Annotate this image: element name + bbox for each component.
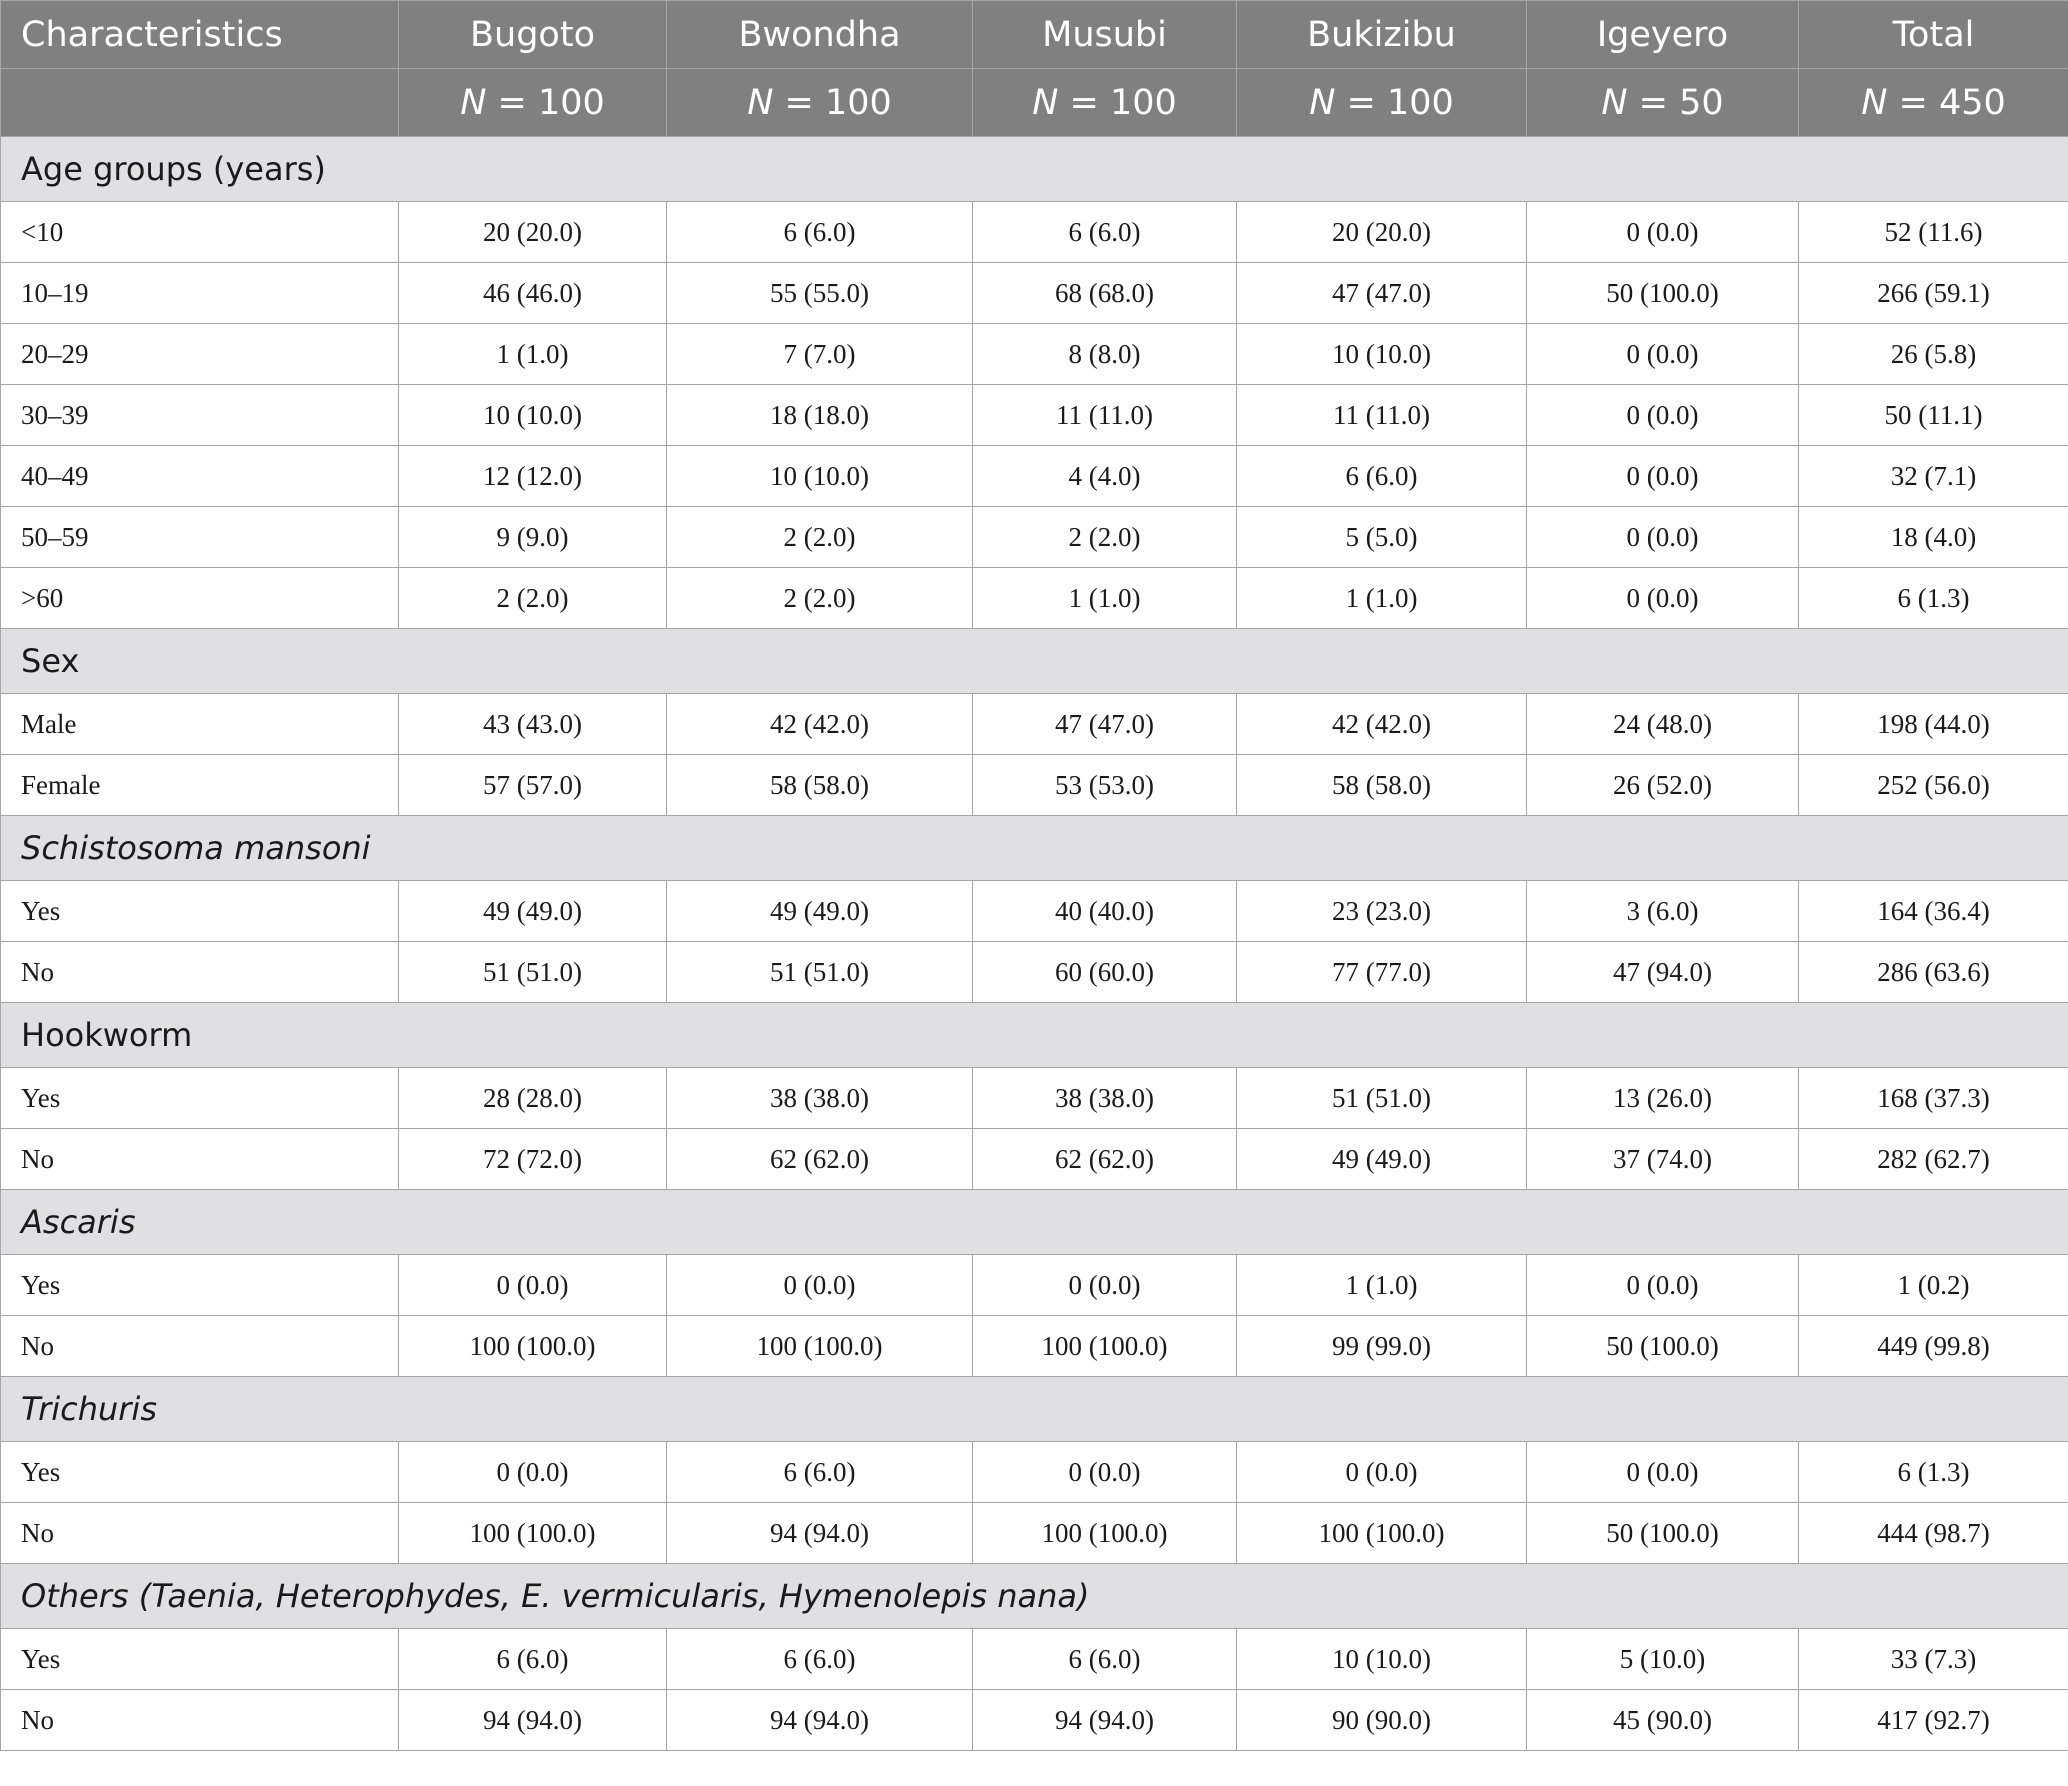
row-label: No — [1, 1690, 399, 1751]
table-row — [1, 1255, 2068, 1316]
section-title: Ascaris — [1, 1190, 2068, 1255]
table-cell: 20 (20.0) — [1237, 202, 1527, 263]
sample-size-musubi: N = 100 — [973, 69, 1237, 137]
section-title: Sex — [1, 629, 2068, 694]
table-cell: 0 (0.0) — [1527, 507, 1799, 568]
table-row — [1, 263, 2068, 324]
table-cell: 94 (94.0) — [973, 1690, 1237, 1751]
table-cell: 4 (4.0) — [973, 446, 1237, 507]
table-cell: 94 (94.0) — [399, 1690, 667, 1751]
table-cell: 252 (56.0) — [1799, 755, 2068, 816]
table-body — [1, 137, 2068, 1751]
table-cell: 60 (60.0) — [973, 942, 1237, 1003]
table-cell: 0 (0.0) — [399, 1255, 667, 1316]
table-cell: 51 (51.0) — [667, 942, 973, 1003]
table-cell: 6 (1.3) — [1799, 568, 2068, 629]
section-header-row — [1, 629, 2068, 694]
table-cell: 51 (51.0) — [399, 942, 667, 1003]
table-row — [1, 881, 2068, 942]
table-cell: 77 (77.0) — [1237, 942, 1527, 1003]
table-cell: 0 (0.0) — [667, 1255, 973, 1316]
table-row — [1, 568, 2068, 629]
table-cell: 32 (7.1) — [1799, 446, 2068, 507]
table-row — [1, 755, 2068, 816]
table-row — [1, 1690, 2068, 1751]
table-cell: 10 (10.0) — [1237, 1629, 1527, 1690]
sample-size-bwondha: N = 100 — [667, 69, 973, 137]
column-header-musubi: Musubi — [973, 1, 1237, 69]
table-cell: 100 (100.0) — [973, 1503, 1237, 1564]
table-cell: 100 (100.0) — [667, 1316, 973, 1377]
table-cell: 40 (40.0) — [973, 881, 1237, 942]
table-cell: 100 (100.0) — [399, 1503, 667, 1564]
table-cell: 0 (0.0) — [1237, 1442, 1527, 1503]
table-cell: 6 (6.0) — [1237, 446, 1527, 507]
table-cell: 33 (7.3) — [1799, 1629, 2068, 1690]
table-cell: 6 (6.0) — [399, 1629, 667, 1690]
section-header-row — [1, 1190, 2068, 1255]
column-header-total: Total — [1799, 1, 2068, 69]
table-row — [1, 446, 2068, 507]
table-cell: 37 (74.0) — [1527, 1129, 1799, 1190]
table-cell: 0 (0.0) — [1527, 324, 1799, 385]
table-cell: 90 (90.0) — [1237, 1690, 1527, 1751]
row-label: 10–19 — [1, 263, 399, 324]
row-label: Yes — [1, 1442, 399, 1503]
table-cell: 444 (98.7) — [1799, 1503, 2068, 1564]
sample-size-bukizibu: N = 100 — [1237, 69, 1527, 137]
table-header — [1, 1, 2068, 137]
table-cell: 1 (1.0) — [1237, 568, 1527, 629]
table-cell: 50 (100.0) — [1527, 1503, 1799, 1564]
table-cell: 13 (26.0) — [1527, 1068, 1799, 1129]
row-label: <10 — [1, 202, 399, 263]
table-cell: 100 (100.0) — [399, 1316, 667, 1377]
table-cell: 198 (44.0) — [1799, 694, 2068, 755]
section-title: Age groups (years) — [1, 137, 2068, 202]
table-cell: 51 (51.0) — [1237, 1068, 1527, 1129]
table-cell: 5 (5.0) — [1237, 507, 1527, 568]
table-row — [1, 202, 2068, 263]
row-label: Female — [1, 755, 399, 816]
table-cell: 38 (38.0) — [667, 1068, 973, 1129]
column-header-bukizibu: Bukizibu — [1237, 1, 1527, 69]
table-cell: 0 (0.0) — [973, 1255, 1237, 1316]
sample-size-total: N = 450 — [1799, 69, 2068, 137]
column-header-bwondha: Bwondha — [667, 1, 973, 69]
table-cell: 18 (4.0) — [1799, 507, 2068, 568]
table-cell: 6 (6.0) — [667, 1442, 973, 1503]
table-cell: 0 (0.0) — [399, 1442, 667, 1503]
row-label: No — [1, 1129, 399, 1190]
table-cell: 266 (59.1) — [1799, 263, 2068, 324]
table-row — [1, 324, 2068, 385]
table-cell: 38 (38.0) — [973, 1068, 1237, 1129]
table-cell: 0 (0.0) — [1527, 568, 1799, 629]
table-cell: 50 (11.1) — [1799, 385, 2068, 446]
table-cell: 58 (58.0) — [1237, 755, 1527, 816]
table-cell: 49 (49.0) — [399, 881, 667, 942]
table-cell: 11 (11.0) — [1237, 385, 1527, 446]
table-cell: 55 (55.0) — [667, 263, 973, 324]
row-label: >60 — [1, 568, 399, 629]
table-cell: 23 (23.0) — [1237, 881, 1527, 942]
table-row — [1, 1129, 2068, 1190]
table-cell: 282 (62.7) — [1799, 1129, 2068, 1190]
section-header-row — [1, 1003, 2068, 1068]
sample-size-row — [1, 69, 2068, 137]
table-cell: 42 (42.0) — [667, 694, 973, 755]
column-header-bugoto: Bugoto — [399, 1, 667, 69]
table-cell: 18 (18.0) — [667, 385, 973, 446]
table-row — [1, 694, 2068, 755]
table-cell: 11 (11.0) — [973, 385, 1237, 446]
table-cell: 0 (0.0) — [973, 1442, 1237, 1503]
table-cell: 10 (10.0) — [1237, 324, 1527, 385]
section-header-row — [1, 1564, 2068, 1629]
table-row — [1, 1629, 2068, 1690]
table-cell: 26 (52.0) — [1527, 755, 1799, 816]
table-cell: 1 (1.0) — [399, 324, 667, 385]
table-cell: 164 (36.4) — [1799, 881, 2068, 942]
table-row — [1, 507, 2068, 568]
table-cell: 52 (11.6) — [1799, 202, 2068, 263]
table-cell: 6 (6.0) — [973, 202, 1237, 263]
section-title: Hookworm — [1, 1003, 2068, 1068]
table-cell: 46 (46.0) — [399, 263, 667, 324]
table-row — [1, 1442, 2068, 1503]
sample-size-bugoto: N = 100 — [399, 69, 667, 137]
table-cell: 168 (37.3) — [1799, 1068, 2068, 1129]
table-cell: 100 (100.0) — [973, 1316, 1237, 1377]
table-cell: 94 (94.0) — [667, 1690, 973, 1751]
table-cell: 1 (1.0) — [1237, 1255, 1527, 1316]
table-cell: 100 (100.0) — [1237, 1503, 1527, 1564]
table-cell: 2 (2.0) — [667, 568, 973, 629]
table-cell: 47 (47.0) — [1237, 263, 1527, 324]
table-cell: 53 (53.0) — [973, 755, 1237, 816]
table-cell: 57 (57.0) — [399, 755, 667, 816]
table-cell: 6 (1.3) — [1799, 1442, 2068, 1503]
table-row — [1, 385, 2068, 446]
table-cell: 26 (5.8) — [1799, 324, 2068, 385]
table-cell: 62 (62.0) — [667, 1129, 973, 1190]
table-cell: 417 (92.7) — [1799, 1690, 2068, 1751]
table-cell: 94 (94.0) — [667, 1503, 973, 1564]
table-row — [1, 942, 2068, 1003]
row-label: Male — [1, 694, 399, 755]
table-cell: 6 (6.0) — [667, 202, 973, 263]
sample-size-blank — [1, 69, 399, 137]
table-cell: 3 (6.0) — [1527, 881, 1799, 942]
table-cell: 72 (72.0) — [399, 1129, 667, 1190]
table-cell: 7 (7.0) — [667, 324, 973, 385]
row-label: No — [1, 942, 399, 1003]
section-title: Schistosoma mansoni — [1, 816, 2068, 881]
table-cell: 8 (8.0) — [973, 324, 1237, 385]
table-cell: 42 (42.0) — [1237, 694, 1527, 755]
column-header-igeyero: Igeyero — [1527, 1, 1799, 69]
table-cell: 50 (100.0) — [1527, 1316, 1799, 1377]
table-cell: 0 (0.0) — [1527, 446, 1799, 507]
table-row — [1, 1316, 2068, 1377]
table-cell: 24 (48.0) — [1527, 694, 1799, 755]
section-header-row — [1, 1377, 2068, 1442]
table-cell: 0 (0.0) — [1527, 385, 1799, 446]
table-row — [1, 1068, 2068, 1129]
table-cell: 1 (1.0) — [973, 568, 1237, 629]
table-cell: 1 (0.2) — [1799, 1255, 2068, 1316]
table-cell: 2 (2.0) — [973, 507, 1237, 568]
row-label: Yes — [1, 1255, 399, 1316]
row-label: 30–39 — [1, 385, 399, 446]
section-title: Others (Taenia, Heterophydes, E. vermicularis, Hymenolepis nana) — [1, 1564, 2068, 1629]
table-cell: 6 (6.0) — [667, 1629, 973, 1690]
row-label: No — [1, 1316, 399, 1377]
table-cell: 28 (28.0) — [399, 1068, 667, 1129]
section-header-row — [1, 137, 2068, 202]
table-cell: 10 (10.0) — [399, 385, 667, 446]
table-cell: 2 (2.0) — [399, 568, 667, 629]
table-cell: 50 (100.0) — [1527, 263, 1799, 324]
table-cell: 5 (10.0) — [1527, 1629, 1799, 1690]
table-cell: 0 (0.0) — [1527, 1255, 1799, 1316]
table-cell: 2 (2.0) — [667, 507, 973, 568]
table-cell: 45 (90.0) — [1527, 1690, 1799, 1751]
row-label: 20–29 — [1, 324, 399, 385]
table-cell: 68 (68.0) — [973, 263, 1237, 324]
table-cell: 286 (63.6) — [1799, 942, 2068, 1003]
section-header-row — [1, 816, 2068, 881]
table-cell: 12 (12.0) — [399, 446, 667, 507]
sample-size-igeyero: N = 50 — [1527, 69, 1799, 137]
table-cell: 43 (43.0) — [399, 694, 667, 755]
row-label: No — [1, 1503, 399, 1564]
table-cell: 20 (20.0) — [399, 202, 667, 263]
header-row — [1, 1, 2068, 69]
table-cell: 49 (49.0) — [1237, 1129, 1527, 1190]
table-cell: 9 (9.0) — [399, 507, 667, 568]
row-label: 50–59 — [1, 507, 399, 568]
row-label: Yes — [1, 881, 399, 942]
column-header-characteristics: Characteristics — [1, 1, 399, 69]
table-cell: 49 (49.0) — [667, 881, 973, 942]
table-cell: 10 (10.0) — [667, 446, 973, 507]
table-row — [1, 1503, 2068, 1564]
table-cell: 58 (58.0) — [667, 755, 973, 816]
section-title: Trichuris — [1, 1377, 2068, 1442]
table-cell: 0 (0.0) — [1527, 1442, 1799, 1503]
row-label: Yes — [1, 1629, 399, 1690]
table-cell: 47 (94.0) — [1527, 942, 1799, 1003]
row-label: 40–49 — [1, 446, 399, 507]
table-cell: 99 (99.0) — [1237, 1316, 1527, 1377]
table-cell: 62 (62.0) — [973, 1129, 1237, 1190]
table-cell: 449 (99.8) — [1799, 1316, 2068, 1377]
table-cell: 47 (47.0) — [973, 694, 1237, 755]
row-label: Yes — [1, 1068, 399, 1129]
table-cell: 6 (6.0) — [973, 1629, 1237, 1690]
table-cell: 0 (0.0) — [1527, 202, 1799, 263]
